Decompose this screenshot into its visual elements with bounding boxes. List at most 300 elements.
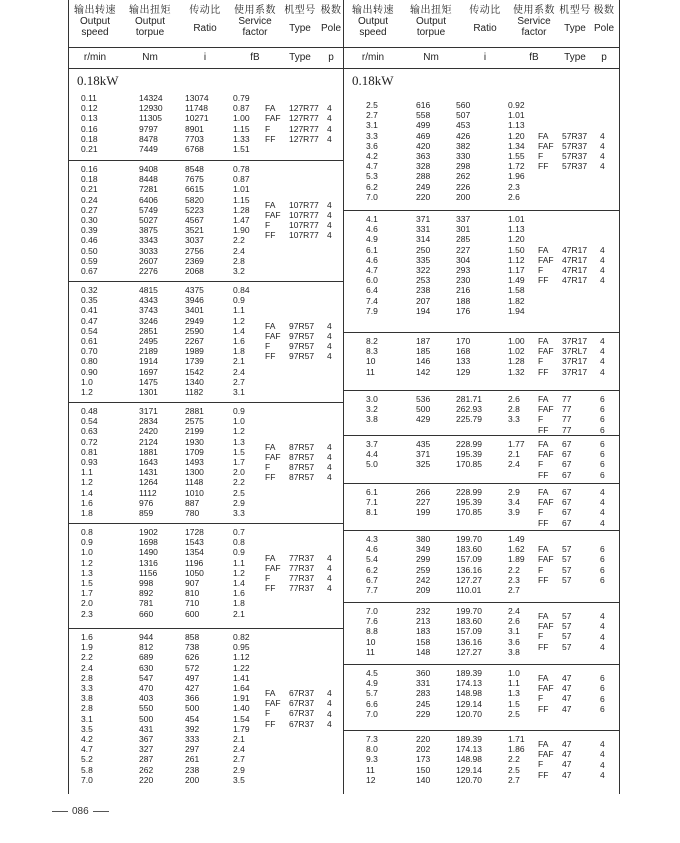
factor-value: 2.4 bbox=[233, 245, 245, 256]
model-row bbox=[538, 161, 587, 171]
model-row bbox=[538, 255, 587, 265]
speed-value: 8.0 bbox=[366, 744, 378, 755]
factor-value: 1.28 bbox=[233, 204, 250, 215]
torque-value: 142 bbox=[416, 366, 431, 377]
torque-value: 335 bbox=[416, 254, 431, 265]
pole-value: 4 bbox=[600, 151, 605, 161]
torque-value: 7281 bbox=[139, 184, 158, 195]
gear-group bbox=[344, 664, 619, 730]
pole-value: 4 bbox=[600, 611, 605, 622]
factor-value: 1.47 bbox=[233, 215, 250, 226]
ratio-value: 4375 bbox=[185, 285, 204, 295]
pole-list bbox=[327, 688, 332, 729]
factor-value: 3.2 bbox=[233, 266, 245, 277]
model-type: FF bbox=[538, 424, 549, 435]
speed-value: 0.16 bbox=[81, 123, 98, 134]
pole-value: 4 bbox=[327, 330, 332, 341]
speed-value: 6.1 bbox=[366, 244, 378, 255]
speed-value: 0.13 bbox=[81, 113, 98, 124]
torque-value: 2124 bbox=[139, 436, 158, 447]
model-number: 67 bbox=[562, 497, 572, 508]
ratio-value: 133 bbox=[456, 356, 471, 367]
ratio-value: 11748 bbox=[185, 103, 209, 114]
model-row bbox=[265, 134, 319, 144]
model-number: 97R57 bbox=[289, 330, 315, 341]
col-speed bbox=[81, 406, 98, 518]
speed-value: 1.2 bbox=[81, 477, 93, 488]
factor-value: 1.55 bbox=[508, 151, 525, 162]
model-row bbox=[265, 351, 314, 361]
model-number: 107R77 bbox=[289, 199, 319, 210]
factor-value: 1.8 bbox=[233, 346, 245, 357]
model-type: FF bbox=[265, 351, 276, 362]
factor-value: 1.12 bbox=[233, 652, 250, 663]
speed-value: 6.7 bbox=[366, 574, 378, 585]
speed-value: 7.0 bbox=[366, 191, 378, 202]
torque-value: 220 bbox=[416, 191, 431, 202]
torque-value: 550 bbox=[139, 703, 154, 714]
col-torque bbox=[139, 632, 153, 785]
ratio-value: 810 bbox=[185, 588, 200, 599]
torque-value: 3033 bbox=[139, 245, 158, 256]
ratio-value: 298 bbox=[456, 161, 471, 172]
ratio-value: 188 bbox=[456, 295, 471, 306]
ratio-value: 560 bbox=[456, 100, 471, 110]
ratio-value: 6768 bbox=[185, 144, 204, 155]
model-row bbox=[538, 693, 571, 703]
ratio-value: 183.60 bbox=[456, 544, 482, 555]
model-type: FF bbox=[538, 574, 549, 585]
torque-value: 199 bbox=[416, 507, 431, 518]
pole-list bbox=[600, 336, 605, 377]
torque-value: 1914 bbox=[139, 356, 158, 367]
speed-value: 1.4 bbox=[81, 487, 93, 498]
speed-value: 1.8 bbox=[81, 508, 93, 519]
col-ratio bbox=[185, 93, 209, 154]
model-number: 67 bbox=[562, 517, 572, 528]
col-speed bbox=[81, 632, 93, 785]
ratio-value: 3521 bbox=[185, 225, 204, 236]
model-type: FF bbox=[538, 161, 549, 172]
speed-value: 0.41 bbox=[81, 305, 98, 316]
factor-value: 1.0 bbox=[508, 668, 520, 678]
ratio-value: 2881 bbox=[185, 406, 204, 416]
model-row bbox=[265, 563, 314, 573]
model-type: FF bbox=[538, 366, 549, 377]
col-factor bbox=[508, 534, 525, 595]
speed-value: 3.3 bbox=[366, 130, 378, 141]
col-ratio bbox=[456, 606, 482, 657]
col-factor bbox=[233, 93, 250, 154]
power-label: 0.18kW bbox=[77, 73, 119, 88]
speed-value: 4.3 bbox=[366, 534, 378, 544]
torque-value: 420 bbox=[416, 140, 431, 151]
factor-value: 1.1 bbox=[508, 678, 520, 689]
model-row bbox=[265, 719, 314, 729]
factor-value: 3.1 bbox=[233, 387, 245, 398]
model-type: FAF bbox=[265, 330, 281, 341]
model-type: F bbox=[538, 759, 544, 770]
gear-group bbox=[69, 402, 343, 523]
speed-value: 8.2 bbox=[366, 336, 378, 346]
model-number: 37R17 bbox=[562, 366, 588, 377]
col-factor bbox=[508, 394, 520, 425]
ratio-value: 2068 bbox=[185, 266, 204, 277]
model-number: 67 bbox=[562, 439, 572, 449]
pole-value: 4 bbox=[600, 254, 605, 265]
model-list bbox=[265, 442, 314, 483]
ratio-value: 262 bbox=[456, 171, 471, 182]
model-type: FA bbox=[265, 441, 276, 452]
torque-value: 229 bbox=[416, 708, 431, 719]
torque-value: 380 bbox=[416, 534, 431, 544]
model-number: 57 bbox=[562, 574, 572, 585]
gear-group bbox=[344, 332, 619, 390]
speed-value: 3.5 bbox=[81, 723, 93, 734]
model-number: 97R57 bbox=[289, 351, 315, 362]
ratio-value: 157.09 bbox=[456, 626, 482, 637]
factor-value: 2.5 bbox=[508, 708, 520, 719]
model-number: 77 bbox=[562, 394, 572, 404]
model-type: F bbox=[538, 356, 544, 367]
model-type: FAF bbox=[538, 683, 554, 694]
speed-value: 2.7 bbox=[366, 110, 378, 121]
pole-list bbox=[600, 673, 605, 714]
factor-value: 3.6 bbox=[508, 636, 520, 647]
model-number: 57 bbox=[562, 544, 572, 555]
torque-value: 892 bbox=[139, 588, 154, 599]
speed-value: 10 bbox=[366, 356, 376, 367]
model-type: FA bbox=[538, 394, 549, 404]
unit-factor: fB bbox=[250, 52, 260, 63]
model-number: 47 bbox=[562, 683, 572, 694]
pole-value: 4 bbox=[600, 130, 605, 141]
speed-value: 0.24 bbox=[81, 194, 98, 205]
torque-value: 327 bbox=[139, 744, 154, 755]
col-torque bbox=[416, 394, 430, 425]
col-ratio bbox=[456, 668, 482, 719]
torque-value: 5749 bbox=[139, 204, 158, 215]
torque-value: 1902 bbox=[139, 527, 158, 537]
col-factor bbox=[233, 285, 250, 397]
ratio-value: 285 bbox=[456, 234, 471, 245]
model-number: 87R57 bbox=[289, 472, 315, 483]
ratio-value: 216 bbox=[456, 285, 471, 296]
speed-value: 5.3 bbox=[366, 171, 378, 182]
pole-value: 4 bbox=[327, 220, 332, 231]
speed-value: 1.5 bbox=[81, 578, 93, 589]
torque-value: 1697 bbox=[139, 366, 158, 377]
torque-value: 403 bbox=[139, 693, 154, 704]
torque-value: 328 bbox=[416, 161, 431, 172]
model-type: FF bbox=[265, 718, 276, 729]
model-row bbox=[265, 472, 314, 482]
torque-value: 146 bbox=[416, 356, 431, 367]
model-type: FA bbox=[538, 244, 549, 255]
torque-value: 616 bbox=[416, 100, 431, 110]
speed-value: 5.7 bbox=[366, 688, 378, 699]
model-number: 87R57 bbox=[289, 462, 315, 473]
col-torque bbox=[416, 214, 430, 316]
model-type: F bbox=[538, 693, 544, 704]
right-column bbox=[344, 0, 620, 794]
torque-value: 998 bbox=[139, 578, 154, 589]
model-type: FF bbox=[265, 583, 276, 594]
ratio-value: 120.70 bbox=[456, 774, 482, 785]
factor-value: 1.15 bbox=[233, 194, 250, 205]
speed-value: 0.80 bbox=[81, 356, 98, 367]
model-type: FA bbox=[538, 487, 549, 497]
speed-value: 0.9 bbox=[81, 537, 93, 548]
speed-value: 6.4 bbox=[366, 285, 378, 296]
model-row bbox=[538, 487, 571, 497]
torque-value: 220 bbox=[416, 734, 431, 744]
factor-value: 1.49 bbox=[508, 534, 525, 544]
speed-value: 4.5 bbox=[366, 668, 378, 678]
speed-value: 1.0 bbox=[81, 547, 93, 558]
ratio-value: 2590 bbox=[185, 325, 204, 336]
pole-value: 4 bbox=[327, 462, 332, 473]
ratio-value: 738 bbox=[185, 642, 200, 653]
model-row bbox=[538, 518, 571, 528]
model-type: FAF bbox=[538, 497, 554, 508]
col-torque bbox=[139, 285, 158, 397]
model-type: FF bbox=[538, 275, 549, 286]
factor-value: 2.7 bbox=[508, 585, 520, 596]
factor-value: 2.6 bbox=[508, 191, 520, 202]
torque-value: 213 bbox=[416, 616, 431, 627]
pole-value: 6 bbox=[600, 683, 605, 694]
model-list bbox=[265, 688, 314, 729]
pole-value: 4 bbox=[327, 562, 332, 573]
model-list bbox=[538, 673, 571, 714]
factor-value: 1.01 bbox=[508, 214, 525, 224]
speed-value: 6.0 bbox=[366, 275, 378, 286]
pole-value: 6 bbox=[600, 424, 605, 435]
pole-value: 6 bbox=[600, 564, 605, 575]
ratio-value: 226 bbox=[456, 181, 471, 192]
model-type: FA bbox=[538, 544, 549, 555]
pole-value: 4 bbox=[327, 472, 332, 483]
pole-list bbox=[600, 487, 605, 528]
gear-group bbox=[69, 90, 343, 160]
ratio-value: 195.39 bbox=[456, 449, 482, 460]
speed-value: 7.3 bbox=[366, 734, 378, 744]
torque-value: 1698 bbox=[139, 537, 158, 548]
torque-value: 325 bbox=[416, 459, 431, 470]
model-number: 57R37 bbox=[562, 150, 588, 161]
pole-value: 4 bbox=[600, 161, 605, 172]
pole-list bbox=[327, 321, 332, 362]
speed-value: 0.67 bbox=[81, 266, 98, 277]
model-number: 127R77 bbox=[289, 123, 319, 134]
pole-value: 4 bbox=[600, 336, 605, 346]
header-type: 机型号 Type bbox=[559, 5, 591, 34]
model-row bbox=[265, 124, 319, 134]
model-type: F bbox=[538, 414, 544, 425]
factor-value: 0.82 bbox=[233, 632, 250, 642]
ratio-value: 168 bbox=[456, 346, 471, 357]
model-type: F bbox=[538, 264, 544, 275]
torque-value: 2276 bbox=[139, 266, 158, 277]
speed-value: 4.7 bbox=[366, 161, 378, 172]
torque-value: 262 bbox=[139, 764, 154, 775]
torque-value: 227 bbox=[416, 497, 431, 508]
ratio-value: 200 bbox=[185, 774, 200, 785]
speed-value: 0.21 bbox=[81, 184, 98, 195]
col-factor bbox=[508, 734, 525, 785]
speed-value: 7.1 bbox=[366, 497, 378, 508]
unit-torque: Nm bbox=[142, 52, 158, 63]
speed-value: 0.54 bbox=[81, 416, 98, 427]
torque-value: 202 bbox=[416, 744, 431, 755]
gear-group bbox=[69, 523, 343, 628]
factor-value: 3.8 bbox=[508, 646, 520, 657]
factor-value: 1.91 bbox=[233, 693, 250, 704]
speed-value: 2.2 bbox=[81, 652, 93, 663]
model-number: 47 bbox=[562, 673, 572, 684]
ratio-value: 330 bbox=[456, 151, 471, 162]
speed-value: 7.0 bbox=[366, 708, 378, 719]
ratio-value: 262.93 bbox=[456, 404, 482, 415]
model-row bbox=[265, 462, 314, 472]
ratio-value: 8548 bbox=[185, 164, 204, 174]
pole-value: 4 bbox=[600, 631, 605, 642]
ratio-value: 453 bbox=[456, 120, 471, 131]
model-type: FF bbox=[265, 133, 276, 144]
model-number: 77R37 bbox=[289, 583, 315, 594]
ratio-value: 1542 bbox=[185, 366, 204, 377]
torque-value: 4343 bbox=[139, 295, 158, 306]
torque-value: 3171 bbox=[139, 406, 158, 416]
factor-value: 1.22 bbox=[233, 662, 250, 673]
gear-group bbox=[69, 160, 343, 281]
col-ratio bbox=[185, 406, 204, 518]
ratio-value: 382 bbox=[456, 140, 471, 151]
model-type: FA bbox=[538, 336, 549, 346]
factor-value: 1.54 bbox=[233, 713, 250, 724]
speed-value: 0.59 bbox=[81, 255, 98, 266]
torque-value: 3343 bbox=[139, 235, 158, 246]
model-row bbox=[538, 621, 571, 631]
pole-list bbox=[600, 394, 605, 435]
model-number: 77 bbox=[562, 424, 572, 435]
model-number: 57 bbox=[562, 621, 572, 632]
model-number: 47R17 bbox=[562, 264, 588, 275]
factor-value: 2.5 bbox=[233, 487, 245, 498]
header-ratio: 传动比 Ratio bbox=[189, 5, 221, 34]
torque-value: 5027 bbox=[139, 215, 158, 226]
factor-value: 1.4 bbox=[233, 578, 245, 589]
model-type: FF bbox=[538, 641, 549, 652]
ratio-value: 1493 bbox=[185, 457, 204, 468]
torque-value: 367 bbox=[139, 734, 154, 745]
model-number: 57 bbox=[562, 641, 572, 652]
model-number: 107R77 bbox=[289, 209, 319, 220]
pole-value: 4 bbox=[600, 621, 605, 632]
pole-list bbox=[600, 544, 605, 585]
factor-value: 0.9 bbox=[233, 406, 245, 416]
factor-value: 0.78 bbox=[233, 164, 250, 174]
torque-value: 158 bbox=[416, 636, 431, 647]
ratio-value: 392 bbox=[185, 723, 200, 734]
model-number: 127R77 bbox=[289, 103, 319, 114]
model-type: FA bbox=[265, 199, 276, 210]
col-factor bbox=[233, 632, 250, 785]
torque-value: 194 bbox=[416, 305, 431, 316]
pole-value: 6 bbox=[600, 673, 605, 684]
pole-list bbox=[600, 439, 605, 480]
torque-value: 1475 bbox=[139, 376, 158, 387]
factor-value: 2.3 bbox=[508, 574, 520, 585]
factor-value: 1.00 bbox=[508, 336, 525, 346]
ratio-value: 887 bbox=[185, 497, 200, 508]
col-factor bbox=[233, 527, 245, 619]
torque-value: 1643 bbox=[139, 457, 158, 468]
model-number: 37RL7 bbox=[562, 346, 588, 357]
torque-value: 500 bbox=[139, 713, 154, 724]
col-speed bbox=[81, 285, 98, 397]
model-number: 67 bbox=[562, 459, 572, 470]
pole-value: 6 bbox=[600, 469, 605, 480]
model-type: FAF bbox=[538, 254, 554, 265]
speed-value: 0.12 bbox=[81, 103, 98, 114]
model-number: 57 bbox=[562, 611, 572, 622]
torque-value: 148 bbox=[416, 646, 431, 657]
model-list bbox=[538, 336, 587, 377]
model-list bbox=[265, 103, 319, 144]
page-footer bbox=[48, 806, 113, 817]
gear-group bbox=[344, 730, 619, 794]
torque-value: 299 bbox=[416, 554, 431, 565]
torque-value: 1881 bbox=[139, 446, 158, 457]
speed-value: 1.3 bbox=[81, 567, 93, 578]
model-type: F bbox=[538, 150, 544, 161]
ratio-value: 1930 bbox=[185, 436, 204, 447]
catalog-page bbox=[68, 0, 620, 794]
speed-value: 0.46 bbox=[81, 235, 98, 246]
torque-value: 173 bbox=[416, 754, 431, 765]
col-torque bbox=[416, 439, 430, 470]
unit-speed: r/min bbox=[83, 52, 107, 63]
col-factor bbox=[508, 100, 525, 202]
unit-type: Type bbox=[564, 52, 586, 63]
model-type: FA bbox=[538, 439, 549, 449]
speed-value: 0.81 bbox=[81, 446, 98, 457]
ratio-value: 199.70 bbox=[456, 606, 482, 616]
factor-value: 2.2 bbox=[508, 564, 520, 575]
ratio-value: 333 bbox=[185, 734, 200, 745]
factor-value: 0.79 bbox=[233, 93, 250, 103]
torque-value: 371 bbox=[416, 449, 431, 460]
torque-value: 220 bbox=[139, 774, 154, 785]
torque-value: 363 bbox=[416, 151, 431, 162]
header-factor: 使用系数 Service factor bbox=[513, 5, 555, 38]
torque-value: 2607 bbox=[139, 255, 158, 266]
ratio-value: 195.39 bbox=[456, 497, 482, 508]
speed-value: 0.50 bbox=[81, 245, 98, 256]
header-pole: 极数 Pole bbox=[593, 5, 615, 34]
model-row bbox=[538, 449, 571, 459]
ratio-value: 2267 bbox=[185, 336, 204, 347]
pole-value: 4 bbox=[327, 351, 332, 362]
speed-value: 0.21 bbox=[81, 144, 98, 155]
speed-value: 4.6 bbox=[366, 224, 378, 235]
col-speed bbox=[366, 100, 378, 202]
factor-value: 1.15 bbox=[233, 123, 250, 134]
speed-value: 12 bbox=[366, 774, 376, 785]
pole-value: 6 bbox=[600, 449, 605, 460]
